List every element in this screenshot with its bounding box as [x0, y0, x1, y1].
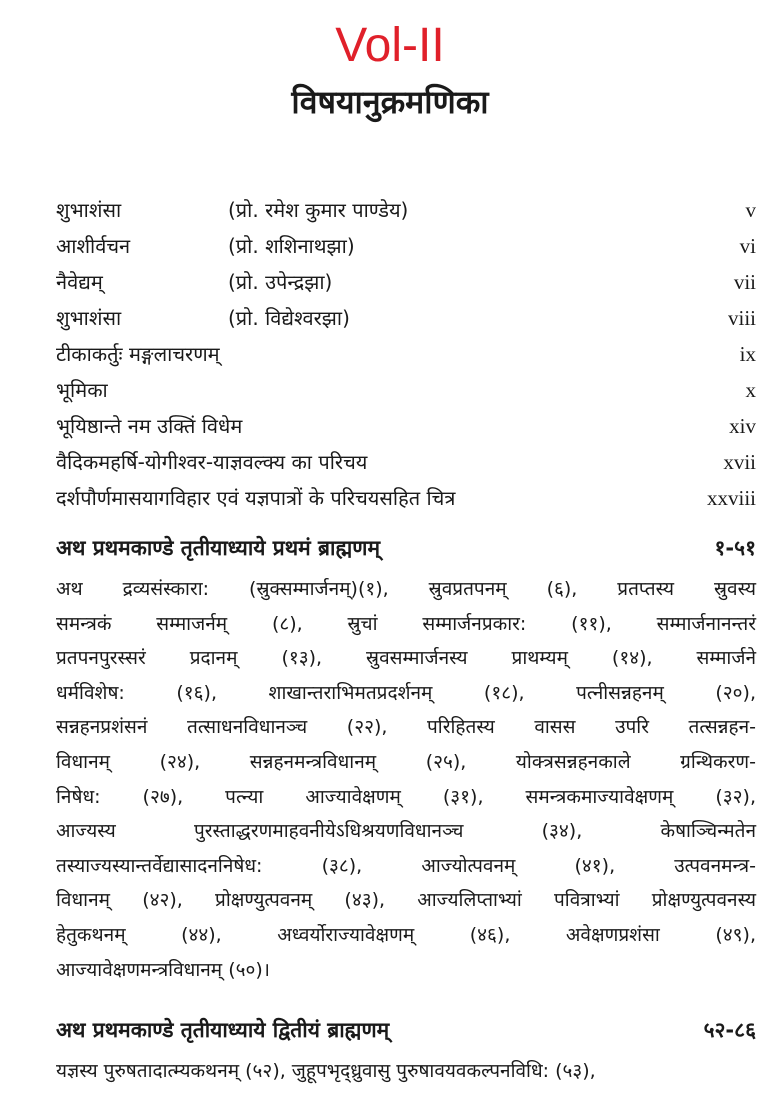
toc-title: भूमिका [56, 378, 108, 402]
toc-page: x [745, 378, 756, 402]
toc-entry [56, 228, 756, 264]
section-heading-1 [56, 531, 756, 565]
page-title: विषयानुक्रमणिका [291, 83, 489, 121]
toc-entry [56, 336, 756, 372]
toc-page: v [745, 198, 756, 222]
toc-page: viii [727, 306, 756, 330]
section-heading-text: अथ प्रथमकाण्डे तृतीयाध्याये प्रथमं ब्राह्मणम् [56, 536, 381, 560]
toc-entry [56, 300, 756, 336]
content-line: धर्मविशेष: (१६), शाखान्तराभिमतप्रदर्शनम् (१८), पत्नीसन्नहनम् (२०), [56, 681, 756, 704]
toc-title: आशीर्वचन [56, 234, 131, 258]
toc-author: (प्रो. शशिनाथझा) [228, 234, 355, 258]
toc-title: वैदिकमहर्षि-योगीश्वर-याज्ञवल्क्य का परिचय [56, 450, 368, 474]
content-line: हेतुकथनम् (४४), अध्वर्योराज्यावेक्षणम् (४६), अवेक्षणप्रशंसा (४९), [56, 923, 756, 946]
toc-title: भूयिष्ठान्ते नम उक्तिं विधेम [56, 414, 243, 438]
toc-page: xiv [729, 414, 756, 438]
toc-entry [56, 408, 756, 444]
toc-page: xxviii [706, 486, 756, 510]
toc-entry [56, 444, 756, 480]
toc-title: दर्शपौर्णमासयागविहार एवं यज्ञपात्रों के परिचयसहित चित्र [56, 486, 456, 510]
toc-title: नैवेद्यम् [56, 270, 103, 294]
content-line: अथ द्रव्यसंस्कारा: (स्रुक्सम्मार्जनम्)(१), स्रुवप्रतपनम् (६), प्रतप्तस्य स्रुवस्य [56, 578, 756, 600]
toc-title: शुभाशंसा [56, 306, 122, 330]
toc-page: ix [739, 342, 756, 366]
content-line: तस्याज्यस्यान्तर्वेद्यासादननिषेध: (३८), आज्योत्पवनम् (४१), उत्पवनमन्त्र- [56, 854, 756, 877]
content-line: सन्नहनप्रशंसनं तत्साधनविधानञ्च (२२), परिहितस्य वासस उपरि तत्सन्नहन- [56, 716, 756, 739]
table-of-contents [56, 192, 756, 516]
content-line: विधानम् (४२), प्रोक्षण्युत्पवनम् (४३), आज्यलिप्ताभ्यां पवित्राभ्यां प्रोक्षण्युत्पवनस्य [56, 889, 756, 912]
toc-title: शुभाशंसा [56, 198, 122, 222]
content-line: प्रतपनपुरस्सरं प्रदानम् (१३), स्रुवसम्मार्जनस्य प्राथम्यम् (१४), सम्मार्जने [56, 647, 756, 670]
volume-label: Vol-II [335, 19, 445, 72]
content-line: आज्यस्य पुरस्ताद्धरणमाहवनीयेऽधिश्रयणविधानञ्च (३४), केषाञ्चिन्मतेन [56, 820, 756, 843]
toc-author: (प्रो. उपेन्द्रझा) [228, 270, 333, 294]
section-heading-2 [56, 1013, 756, 1047]
content-line: यज्ञस्य पुरुषतादात्म्यकथनम् (५२), जुहूपभृद्ध्रुवासु पुरुषावयवकल्पनविधि: (५३), [56, 1060, 596, 1082]
content-line: निषेध: (२७), पत्न्या आज्यावेक्षणम् (३१), समन्त्रकमाज्यावेक्षणम् (३२), [56, 785, 756, 808]
content-line: समन्त्रकं सम्माजर्नम् (८), स्रुचां सम्मार्जनप्रकार: (११), सम्मार्जनानन्तरं [56, 612, 756, 635]
content-line: विधानम् (२४), सन्नहनमन्त्रविधानम् (२५), योक्त्रसन्नहनकाले ग्रन्थिकरण- [56, 750, 756, 773]
toc-entry [56, 192, 756, 228]
toc-author: (प्रो. विद्येश्वरझा) [228, 306, 350, 330]
toc-author: (प्रो. रमेश कुमार पाण्डेय) [228, 198, 409, 222]
toc-title: टीकाकर्तुः मङ्गलाचरणम् [56, 342, 220, 366]
section-page-range: १-५१ [714, 536, 756, 560]
toc-page: xvii [723, 450, 756, 474]
toc-page: vi [739, 234, 756, 258]
section-1-contents [56, 572, 756, 987]
toc-entry [56, 372, 756, 408]
toc-entry [56, 264, 756, 300]
toc-page: vii [733, 270, 756, 294]
section-page-range: ५२-८६ [703, 1018, 756, 1042]
section-2-contents [56, 1054, 756, 1089]
content-line: आज्यावेक्षणमन्त्रविधानम् (५०)। [56, 958, 271, 981]
toc-entry [56, 480, 756, 516]
section-heading-text: अथ प्रथमकाण्डे तृतीयाध्याये द्वितीयं ब्राह्मणम् [56, 1018, 390, 1042]
